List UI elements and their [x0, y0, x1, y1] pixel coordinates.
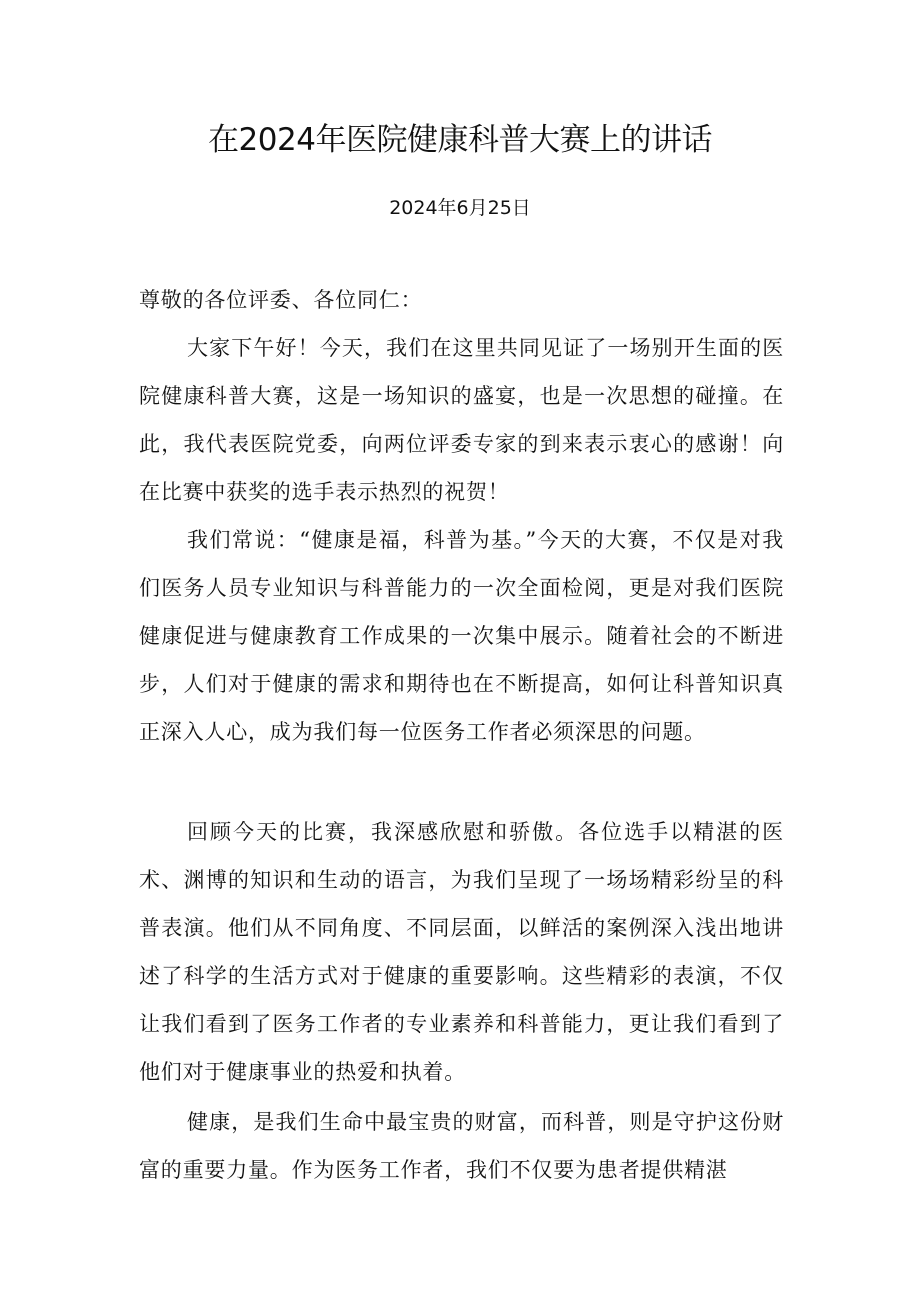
paragraph-4: 健康，是我们生命中最宝贵的财富，而科普，则是守护这份财富的重要力量。作为医务工作者，我们不仅要为患者提供精湛 — [139, 1110, 784, 1182]
paragraph-3: 回顾今天的比赛，我深感欣慰和骄傲。各位选手以精湛的医术、渊博的知识和生动的语言，为我们呈现了一场场精彩纷呈的科普表演。他们从不同角度、不同层面，以鲜活的案例深入浅出地讲述了科学的生活方式对于健康的重要影响。这些精彩的表演，不仅让我们看到了医务工作者的专业素养和科普能力，更让我们看到了他们对于健康事业的热爱和执着。 — [139, 820, 784, 1084]
paragraph-1: 大家下午好！今天，我们在这里共同见证了一场别开生面的医院健康科普大赛，这是一场知识的盛宴，也是一次思想的碰撞。在此，我代表医院党委，向两位评委专家的到来表示衷心的感谢！向在比赛中获奖的选手表示热烈的祝贺！ — [139, 336, 784, 504]
salutation: 尊敬的各位评委、各位同仁： — [139, 288, 423, 312]
document-title: 在2024年医院健康科普大赛上的讲话 — [208, 122, 712, 158]
paragraph-2: 我们常说：“健康是福，科普为基。”今天的大赛，不仅是对我们医务人员专业知识与科普能力的一次全面检阅，更是对我们医院健康促进与健康教育工作成果的一次集中展示。随着社会的不断进步，人们对于健康的需求和期待也在不断提高，如何让科普知识真正深入人心，成为我们每一位医务工作者必须深思的问题。 — [139, 528, 784, 744]
document-date: 2024年6月25日 — [389, 197, 531, 219]
